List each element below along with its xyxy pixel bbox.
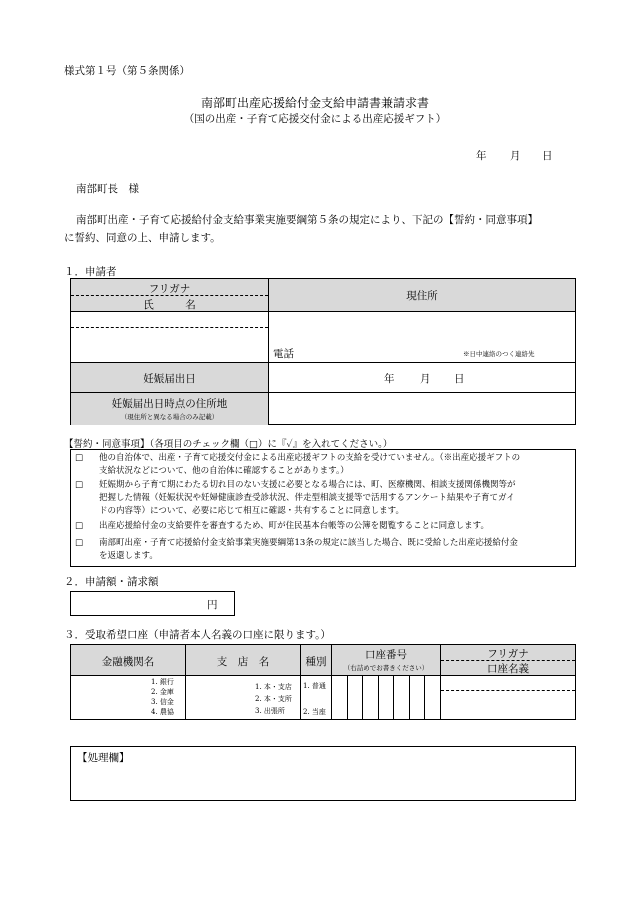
address-header: 現住所: [406, 290, 438, 302]
section3-heading: ３．受取希望口座（申請者本人名義の口座に限ります。）: [64, 629, 331, 641]
account-type-option-2[interactable]: 2. 当座: [303, 708, 326, 716]
bank-type-option[interactable]: 1. 銀行: [151, 678, 174, 686]
pledge-item-3: 出産応援給付金の支給要件を審査するため、町が住民基本台帳等の公簿を閲覧することに同意します。: [99, 521, 489, 531]
form-number: 様式第１号（第５条関係）: [64, 65, 190, 77]
bank-account-table: [70, 644, 576, 720]
phone-label: 電話: [273, 348, 294, 360]
pregnancy-address-note: （現住所と異なる場合のみ記載）: [120, 413, 219, 421]
date-day-label: 日: [542, 150, 553, 162]
branch-type-option[interactable]: 1. 本・支店: [255, 683, 292, 691]
bank-name-header: 金融機関名: [101, 656, 155, 668]
pregnancy-month-label: 月: [420, 373, 431, 385]
pregnancy-date-label: 妊娠届出日: [143, 373, 196, 385]
pregnancy-address-input[interactable]: [271, 396, 573, 422]
amount-unit: 円: [207, 599, 218, 611]
branch-type-option[interactable]: 2. 本・支所: [255, 695, 292, 703]
form-title: 南部町出産応援給付金支給申請書兼請求書: [200, 96, 429, 110]
holder-furigana-input[interactable]: [443, 677, 573, 689]
intro-line-2: に誓約、同意の上、申請します。: [64, 232, 221, 244]
account-number-note: （右詰めでお書きください）: [343, 664, 429, 672]
pregnancy-year-label: 年: [384, 373, 395, 385]
branch-name-header: 支 店 名: [216, 656, 270, 668]
pledge-checkbox-1[interactable]: □: [75, 453, 84, 463]
bank-type-option[interactable]: 3. 信金: [151, 698, 174, 706]
pregnancy-address-label: 妊娠届出日時点の住所地: [111, 398, 228, 410]
pledge-heading: 【誓約・同意事項】（各項目のチェック欄（□）に『✓』を入れてください。）: [64, 439, 393, 450]
addressee: 南部町長 様: [76, 183, 139, 195]
bank-type-options: [151, 677, 174, 717]
holder-furigana-header: フリガナ: [487, 648, 529, 660]
section2-heading: ２．申請額・請求額: [64, 576, 159, 588]
amount-field[interactable]: [70, 591, 235, 616]
bank-type-option[interactable]: 4. 農協: [151, 708, 174, 716]
account-number-header: 口座番号: [365, 649, 407, 661]
branch-type-option[interactable]: 3. 出張所: [255, 707, 285, 715]
pledge-item-1: 他の自治体で、出産・子育て応援交付金による出産応援ギフトの支給を受けていません。（※出産応援ギフトの 支給状況などについて、他の自治体に確認することがあります。）: [99, 453, 521, 476]
processing-box: [70, 746, 576, 801]
date-year-label: 年: [476, 150, 487, 162]
pledge-checkbox-2[interactable]: □: [75, 480, 84, 490]
name-header: 氏 名: [143, 299, 196, 311]
processing-label: 【処理欄】: [77, 752, 130, 764]
intro-line-1: 南部町出産・子育て応援給付金支給事業実施要綱第５条の規定により、下記の【誓約・同意事項】: [76, 214, 538, 226]
account-type-header: 種別: [305, 656, 327, 668]
form-subtitle: （国の出産・子育て応援交付金による出産応援ギフト）: [183, 113, 447, 125]
pledge-item-4: 南部町出産・子育て応援給付金支給事業実施要綱第13条の規定に該当した場合、既に受給した出産応援給付金 を返還します。: [99, 538, 518, 561]
branch-type-options: [255, 681, 292, 717]
pledge-checkbox-3[interactable]: □: [75, 521, 84, 531]
holder-name-input[interactable]: [443, 692, 573, 717]
pregnancy-day-label: 日: [454, 373, 465, 385]
pledge-item-2: 妊娠期から子育て期にわたる切れ目のない支援に必要となる場合には、町、医療機関、相談支援関係機関等が 把握した情報（妊娠状況や妊婦健康診査受診状況、伴走型相談支援等で活用するアンケート結果や子育てガイ ドの内容等）について、必要に応じて相互に確認・共有することに同意します。: [99, 480, 516, 516]
name-input[interactable]: [73, 329, 266, 359]
bank-type-option[interactable]: 2. 金庫: [151, 688, 174, 696]
furigana-input[interactable]: [73, 313, 266, 327]
address-input[interactable]: [271, 313, 573, 343]
section1-heading: １．申請者: [64, 266, 117, 278]
furigana-header: フリガナ: [148, 283, 191, 295]
holder-name-header: 口座名義: [487, 663, 529, 675]
date-month-label: 月: [510, 150, 521, 162]
pledge-box: [70, 449, 576, 567]
applicant-table: [70, 278, 576, 425]
pledge-checkbox-4[interactable]: □: [75, 538, 84, 548]
account-type-option-1[interactable]: 1. 普通: [303, 682, 326, 690]
phone-note: ※日中連絡のつく連絡先: [463, 350, 535, 358]
